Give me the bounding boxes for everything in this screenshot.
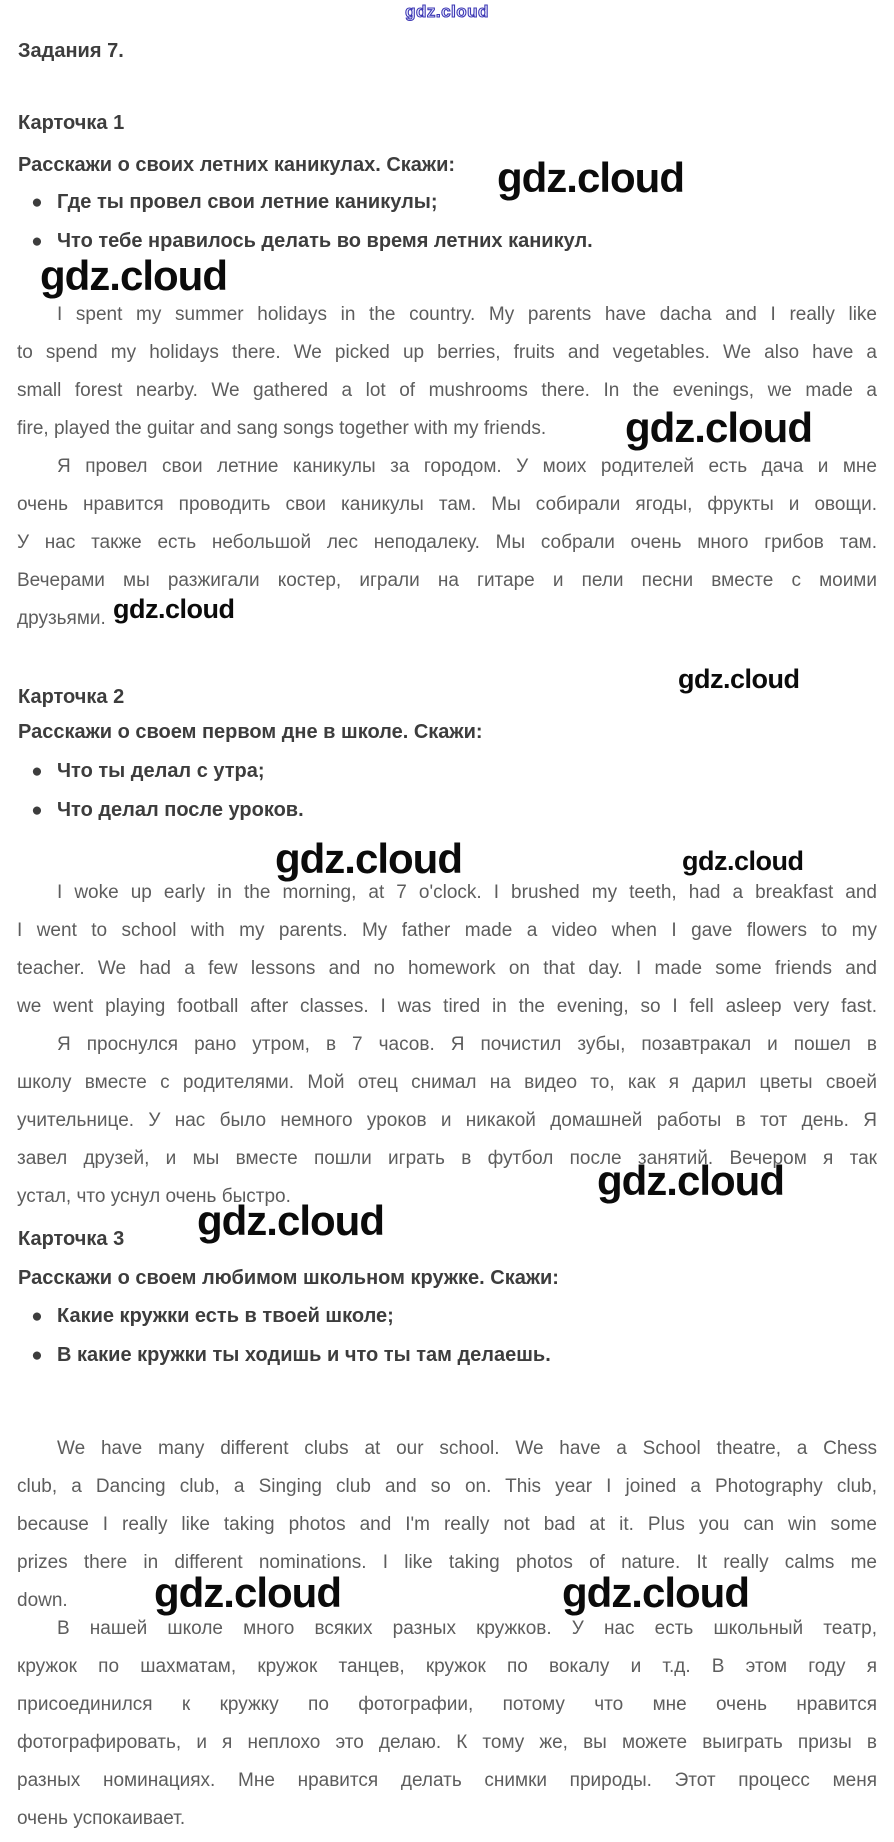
card-2-bullet-1 bbox=[17, 760, 265, 784]
answer-line: завел друзей, и мы вместе пошли играть в футбол после занятий. Вечером я так bbox=[17, 1148, 877, 1169]
card-1-bullet-2 bbox=[17, 230, 593, 254]
answer-line: очень успокаивает. bbox=[17, 1808, 186, 1829]
answer-line: small forest nearby. We gathered a lot of mushrooms there. In the evenings, we made a bbox=[17, 380, 877, 401]
answer-line: разных номинациях. Мне нравится делать снимки природы. Этот процесс меня bbox=[17, 1770, 877, 1791]
answer-line: В нашей школе много всяких разных кружков. У нас есть школьный театр, bbox=[57, 1618, 877, 1639]
card-3-answer-ru bbox=[17, 1610, 877, 1838]
watermark: gdz.cloud bbox=[625, 404, 812, 451]
answer-line: I spent my summer holidays in the country. My parents have dacha and I really like bbox=[57, 304, 877, 325]
bullet-text: Что тебе нравилось делать во время летних каникул. bbox=[57, 230, 593, 252]
card-3-bullet-2 bbox=[17, 1344, 551, 1368]
answer-line: Я проснулся рано утром, в 7 часов. Я почистил зубы, позавтракал и пошел в bbox=[57, 1034, 877, 1055]
bullet-text: В какие кружки ты ходишь и что ты там делаешь. bbox=[57, 1344, 551, 1366]
answer-line: друзьями. bbox=[17, 608, 106, 629]
watermark: gdz.cloud bbox=[113, 594, 235, 624]
card-2-answer-en bbox=[17, 874, 877, 1026]
answer-line: устал, что уснул очень быстро. bbox=[17, 1186, 291, 1207]
watermark: gdz.cloud bbox=[197, 1197, 384, 1244]
card-1-title: Карточка 1 bbox=[18, 112, 125, 134]
card-1-bullet-1 bbox=[17, 191, 438, 215]
page-title: Задания 7. bbox=[18, 40, 124, 62]
answer-line: учительнице. У нас было немного уроков и никакой домашней работы в тот день. Я bbox=[17, 1110, 877, 1131]
answer-line: fire, played the guitar and sang songs together with my friends. bbox=[17, 418, 547, 439]
answer-line: we went playing football after classes. I was tired in the evening, so I fell asleep very fast. bbox=[17, 996, 877, 1017]
answer-line: I went to school with my parents. My father made a video when I gave flowers to my bbox=[17, 920, 877, 941]
bullet-dot-icon: ● bbox=[31, 800, 43, 821]
bullet-dot-icon: ● bbox=[31, 1345, 43, 1366]
card-3-bullet-1 bbox=[17, 1305, 394, 1329]
watermark: gdz.cloud bbox=[682, 846, 804, 876]
bullet-text: Что делал после уроков. bbox=[57, 799, 304, 821]
answer-line: We have many different clubs at our school. We have a School theatre, a Chess bbox=[57, 1438, 877, 1459]
watermark: gdz.cloud bbox=[597, 1157, 784, 1204]
answer-line: кружок по шахматам, кружок танцев, кружок по вокалу и т.д. В этом году я bbox=[17, 1656, 877, 1677]
bullet-dot-icon: ● bbox=[31, 761, 43, 782]
answer-line: Вечерами мы разжигали костер, играли на гитаре и пели песни вместе с моими bbox=[17, 570, 877, 591]
bullet-text: Какие кружки есть в твоей школе; bbox=[57, 1305, 394, 1327]
answer-line: очень нравится проводить свои каникулы там. Мы собирали ягоды, фрукты и овощи. bbox=[17, 494, 877, 515]
answer-line: I woke up early in the morning, at 7 o'clock. I brushed my teeth, had a breakfast and bbox=[57, 882, 877, 903]
watermark: gdz.cloud bbox=[497, 154, 684, 201]
answer-line: prizes there in different nominations. I like taking photos of nature. It really calms me bbox=[17, 1552, 877, 1573]
answer-line: to spend my holidays there. We picked up berries, fruits and vegetables. We also have a bbox=[17, 342, 877, 363]
answer-line: club, a Dancing club, a Singing club and so on. This year I joined a Photography club, bbox=[17, 1476, 877, 1497]
brand-logo: gdz.cloud bbox=[405, 2, 489, 21]
answer-line: teacher. We had a few lessons and no homework on that day. I made some friends and bbox=[17, 958, 877, 979]
card-3-title: Карточка 3 bbox=[18, 1228, 125, 1250]
card-1-task: Расскажи о своих летних каникулах. Скажи: bbox=[18, 154, 456, 176]
card-2-bullet-2 bbox=[17, 799, 304, 823]
bullet-dot-icon: ● bbox=[31, 1306, 43, 1327]
answer-line: Я провел свои летние каникулы за городом. У моих родителей есть дача и мне bbox=[57, 456, 877, 477]
watermark: gdz.cloud bbox=[678, 664, 800, 694]
card-2-title: Карточка 2 bbox=[18, 686, 125, 708]
card-3-task: Расскажи о своем любимом школьном кружке. Скажи: bbox=[18, 1267, 559, 1289]
bullet-dot-icon: ● bbox=[31, 192, 43, 213]
card-2-task: Расскажи о своем первом дне в школе. Скажи: bbox=[18, 721, 483, 743]
bullet-dot-icon: ● bbox=[31, 231, 43, 252]
watermark: gdz.cloud bbox=[275, 835, 462, 882]
answer-line: фотографировать, и я неплохо это делаю. К тому же, вы можете выиграть призы в bbox=[17, 1732, 877, 1753]
answer-line: У нас также есть небольшой лес неподалеку. Мы собрали очень много грибов там. bbox=[17, 532, 877, 553]
answer-line: присоединился к кружку по фотографии, потому что мне очень нравится bbox=[17, 1694, 877, 1715]
bullet-text: Что ты делал с утра; bbox=[57, 760, 265, 782]
watermark: gdz.cloud bbox=[562, 1569, 749, 1616]
watermark: gdz.cloud bbox=[40, 252, 227, 299]
bullet-text: Где ты провел свои летние каникулы; bbox=[57, 191, 438, 213]
answer-line: because I really like taking photos and I'm really not bad at it. Plus you can win some bbox=[17, 1514, 877, 1535]
answer-line: down. bbox=[17, 1590, 68, 1611]
watermark: gdz.cloud bbox=[154, 1569, 341, 1616]
answer-line: школу вместе с родителями. Мой отец снимал на видео то, как я дарил цветы своей bbox=[17, 1072, 877, 1093]
